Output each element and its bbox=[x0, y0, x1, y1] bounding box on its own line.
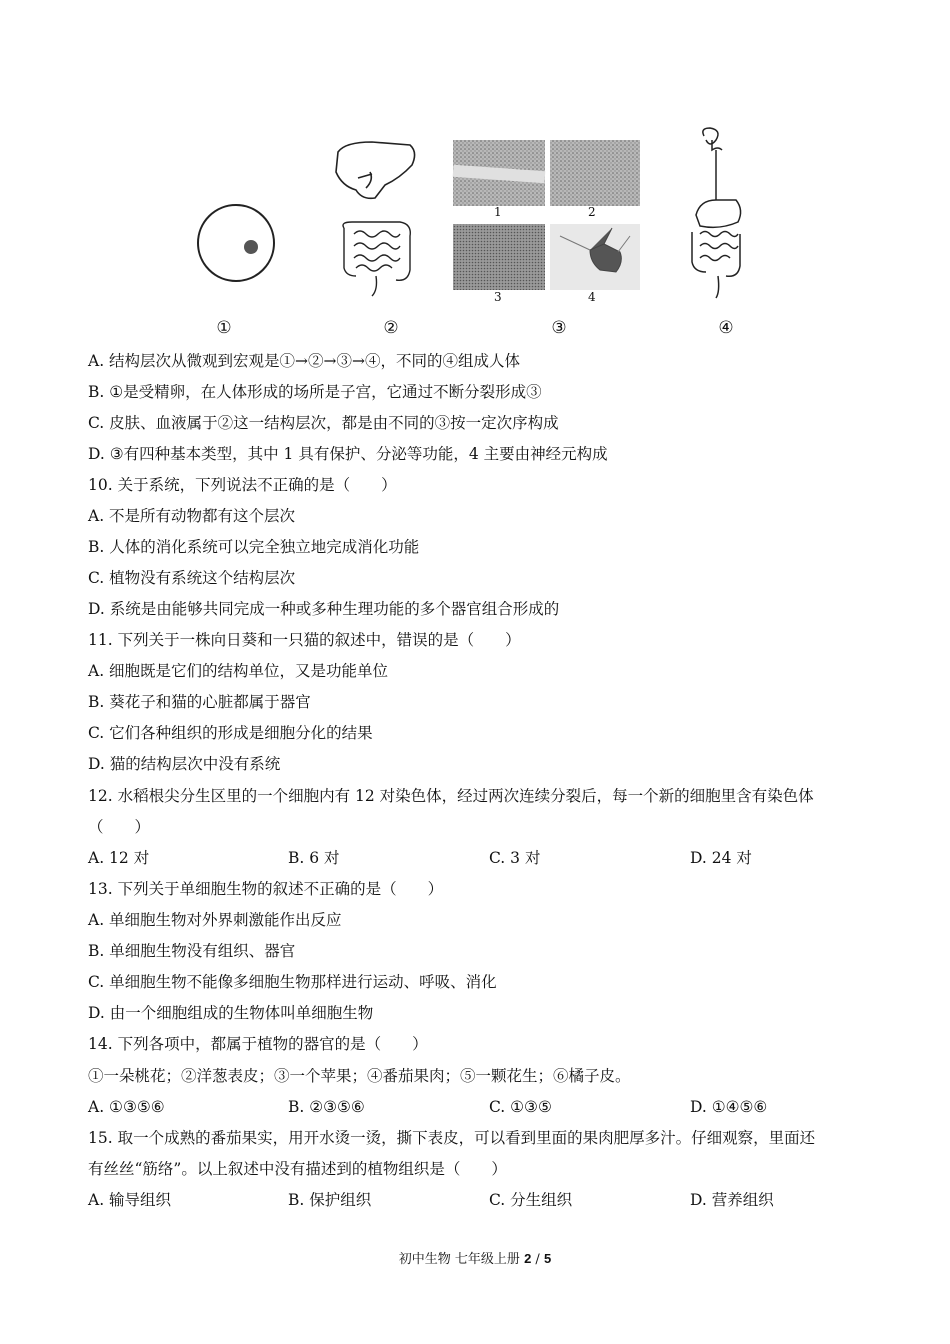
q15-option-c: C. 分生组织 bbox=[489, 1191, 573, 1209]
q12-option-b: B. 6 对 bbox=[288, 849, 340, 867]
q14-option-d: D. ①④⑤⑥ bbox=[690, 1098, 768, 1116]
q15-option-b: B. 保护组织 bbox=[288, 1191, 372, 1209]
figure-drawing bbox=[0, 0, 950, 320]
q13-stem: 13. 下列关于单细胞生物的叙述不正确的是（ ） bbox=[88, 880, 444, 898]
q9-option-a: A. 结构层次从微观到宏观是①→②→③→④，不同的④组成人体 bbox=[88, 352, 521, 370]
tissue-number-4: 4 bbox=[588, 290, 596, 304]
q11-stem: 11. 下列关于一株向日葵和一只猫的叙述中，错误的是（ ） bbox=[88, 631, 521, 649]
q13-option-c: C. 单细胞生物不能像多细胞生物那样进行运动、呼吸、消化 bbox=[88, 973, 497, 991]
liver-icon bbox=[336, 142, 415, 198]
q14-stem: 14. 下列各项中，都属于植物的器官的是（ ） bbox=[88, 1035, 428, 1053]
intestine-icon bbox=[343, 222, 410, 296]
footer-text: 初中生物 七年级上册 bbox=[398, 1252, 525, 1267]
page-footer bbox=[0, 1248, 950, 1267]
q10-option-c: C. 植物没有系统这个结构层次 bbox=[88, 569, 296, 587]
figure-label-4: ④ bbox=[718, 318, 734, 338]
q10-option-d: D. 系统是由能够共同完成一种或多种生理功能的多个器官组合形成的 bbox=[88, 600, 560, 618]
q15-stem: 15. 取一个成熟的番茄果实，用开水烫一烫，撕下表皮，可以看到里面的果肉肥厚多汁。仔细观察，里面还 bbox=[88, 1129, 816, 1147]
q12-option-c: C. 3 对 bbox=[489, 849, 541, 867]
tissue-number-1: 1 bbox=[494, 205, 502, 219]
footer-separator: / bbox=[531, 1252, 544, 1267]
q14-items: ①一朵桃花；②洋葱表皮；③一个苹果；④番茄果肉；⑤一颗花生；⑥橘子皮。 bbox=[88, 1067, 631, 1085]
tissue-number-3: 3 bbox=[494, 290, 502, 304]
figure-label-3: ③ bbox=[551, 318, 567, 338]
q12-option-d: D. 24 对 bbox=[690, 849, 752, 867]
figure-label-2: ② bbox=[383, 318, 399, 338]
q12-stem-cont: （ ） bbox=[88, 818, 151, 836]
q10-option-a: A. 不是所有动物都有这个层次 bbox=[88, 507, 296, 525]
tissue-panels bbox=[453, 140, 640, 290]
q15-option-a: A. 输导组织 bbox=[88, 1191, 172, 1209]
q11-option-c: C. 它们各种组织的形成是细胞分化的结果 bbox=[88, 724, 373, 742]
q11-option-a: A. 细胞既是它们的结构单位，又是功能单位 bbox=[88, 662, 389, 680]
figure-label-1: ① bbox=[216, 318, 232, 338]
q10-option-b: B. 人体的消化系统可以完全独立地完成消化功能 bbox=[88, 538, 420, 556]
tissue-number-2: 2 bbox=[588, 205, 596, 219]
q15-stem-cont: 有丝丝“筋络”。以上叙述中没有描述到的植物组织是（ ） bbox=[88, 1160, 507, 1178]
footer-page-number: 2 bbox=[524, 1251, 532, 1266]
q14-option-b: B. ②③⑤⑥ bbox=[288, 1098, 365, 1116]
q14-option-a: A. ①③⑤⑥ bbox=[88, 1098, 165, 1116]
q11-option-b: B. 葵花子和猫的心脏都属于器官 bbox=[88, 693, 311, 711]
q10-stem: 10. 关于系统，下列说法不正确的是（ ） bbox=[88, 476, 397, 494]
q12-stem: 12. 水稻根尖分生区里的一个细胞内有 12 对染色体，经过两次连续分裂后，每一个新的细胞里含有染色体 bbox=[88, 787, 814, 805]
structure-level-figure bbox=[0, 0, 950, 350]
digestive-system-icon bbox=[692, 128, 741, 298]
q14-option-c: C. ①③⑤ bbox=[489, 1098, 552, 1116]
cell-icon bbox=[198, 205, 274, 281]
q11-option-d: D. 猫的结构层次中没有系统 bbox=[88, 755, 281, 773]
q13-option-b: B. 单细胞生物没有组织、器官 bbox=[88, 942, 296, 960]
q13-option-d: D. 由一个细胞组成的生物体叫单细胞生物 bbox=[88, 1004, 374, 1022]
q9-option-b: B. ①是受精卵，在人体形成的场所是子宫，它通过不断分裂形成③ bbox=[88, 383, 542, 401]
q12-option-a: A. 12 对 bbox=[88, 849, 150, 867]
q13-option-a: A. 单细胞生物对外界刺激能作出反应 bbox=[88, 911, 342, 929]
q9-option-c: C. 皮肤、血液属于②这一结构层次，都是由不同的③按一定次序构成 bbox=[88, 414, 559, 432]
footer-page-total: 5 bbox=[543, 1251, 552, 1266]
q9-option-d: D. ③有四种基本类型，其中 1 具有保护、分泌等功能，4 主要由神经元构成 bbox=[88, 445, 608, 463]
q15-option-d: D. 营养组织 bbox=[690, 1191, 774, 1209]
